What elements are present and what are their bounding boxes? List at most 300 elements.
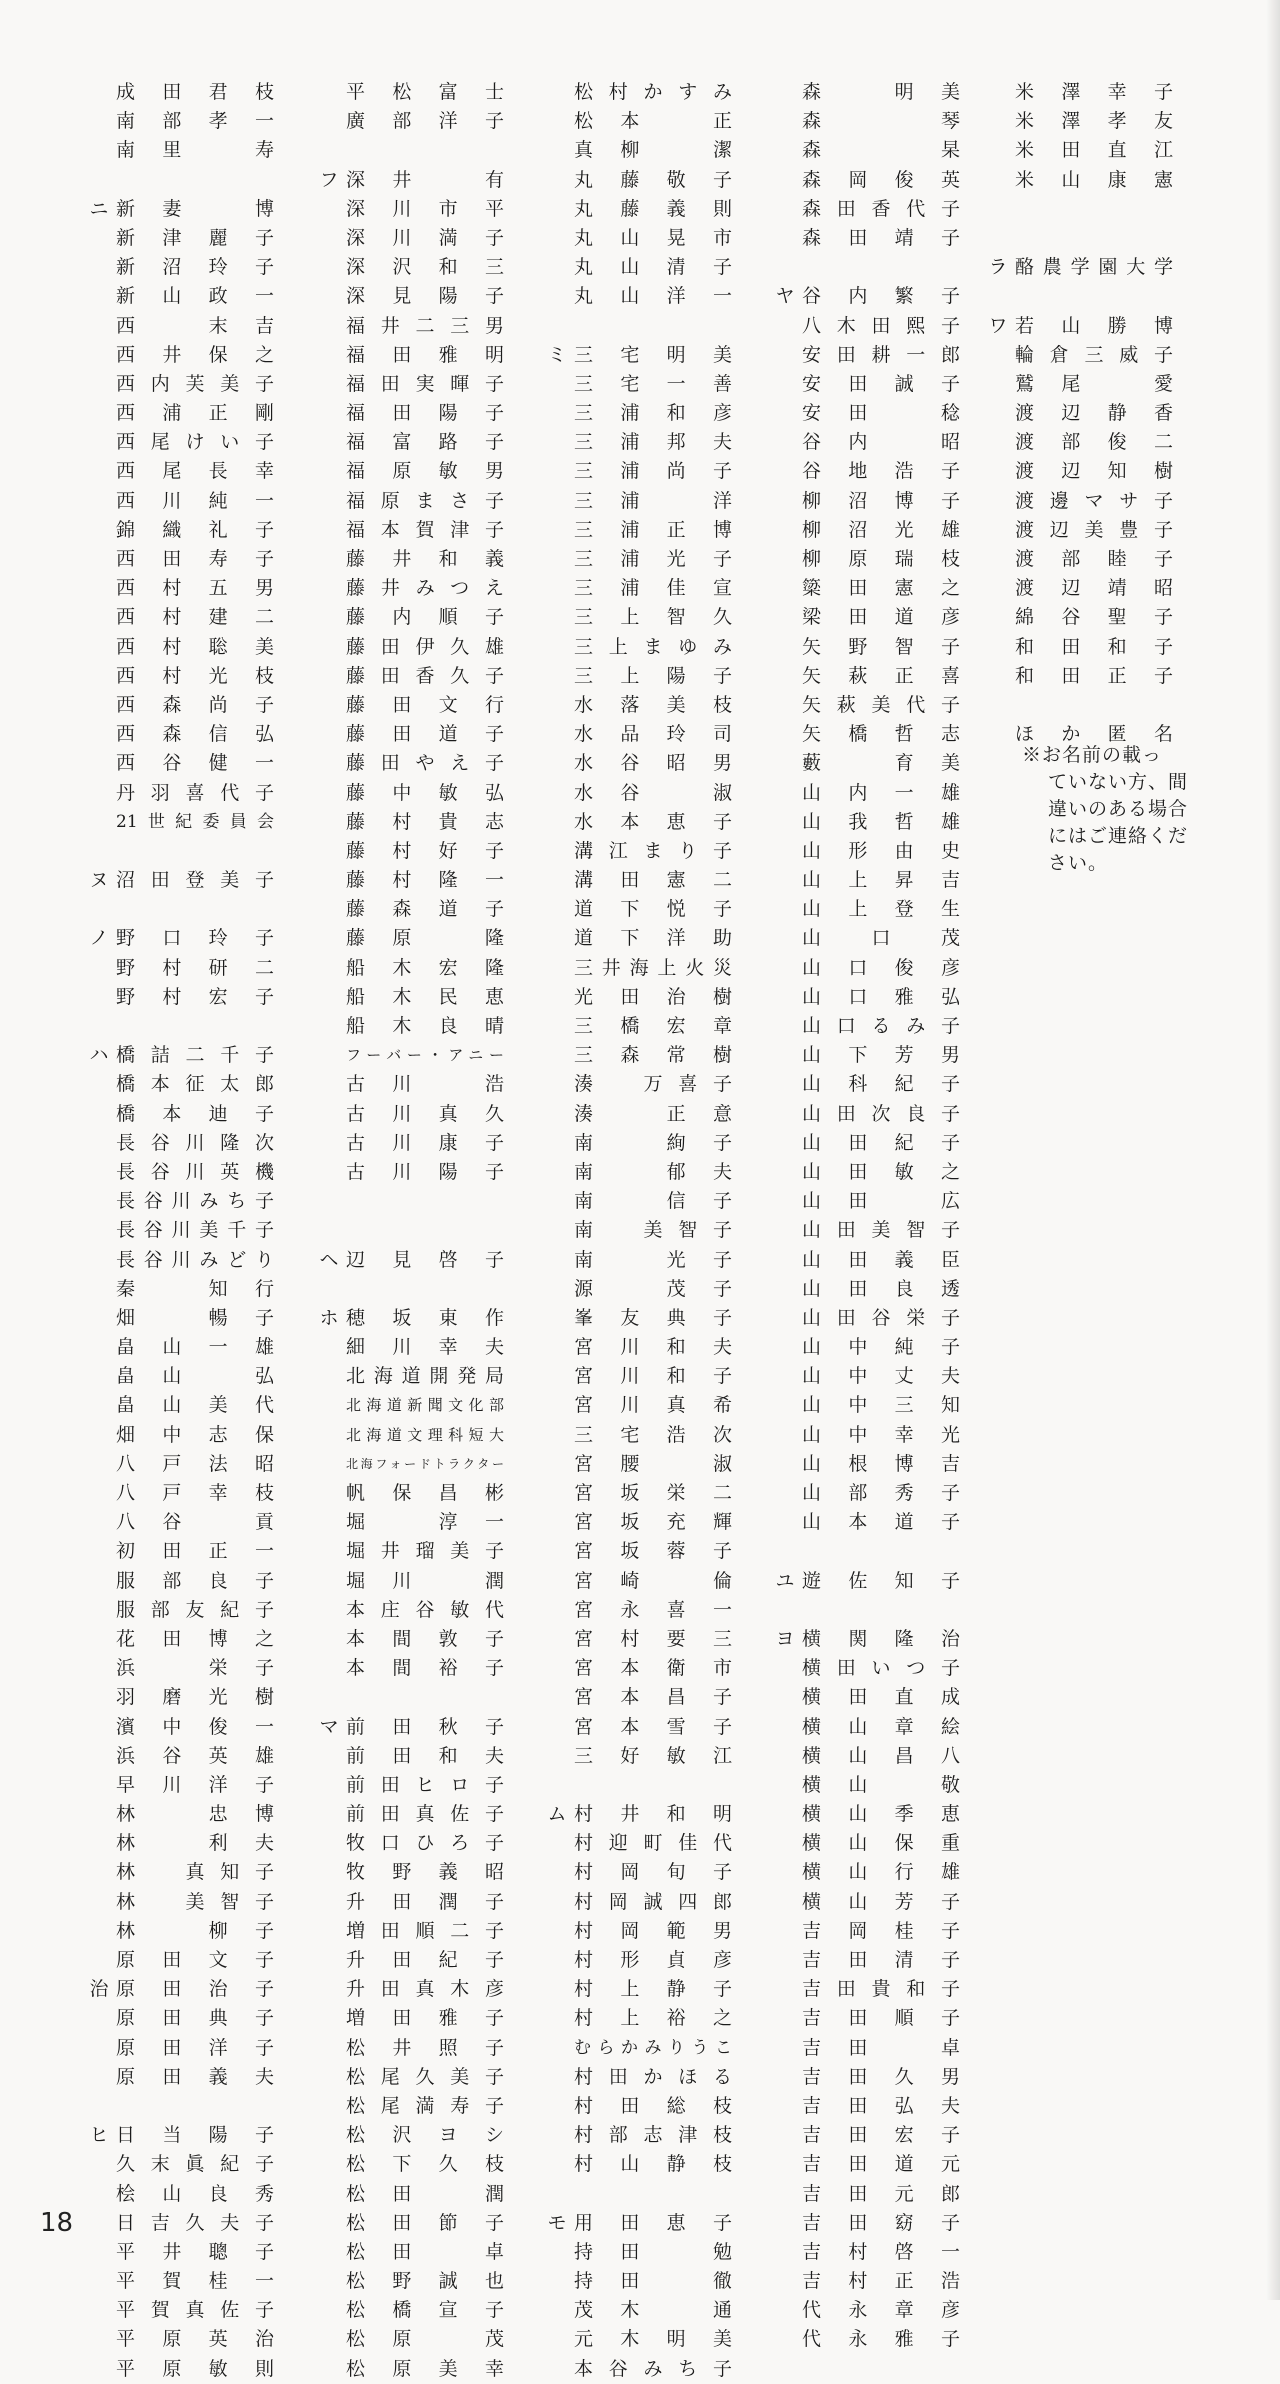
name-entry: 山中幸光 <box>802 1423 960 1446</box>
name-entry: 三森常樹 <box>574 1044 732 1067</box>
name-entry: 林 真知子 <box>116 1861 274 1884</box>
name-entry: 船木宏隆 <box>346 956 504 979</box>
name-entry: 新山政一 <box>116 285 274 308</box>
name-entry: 山中三知 <box>802 1394 960 1417</box>
name-entry: 安田 稔 <box>802 402 960 425</box>
name-entry: ほか匿名 <box>1015 723 1173 746</box>
page-number: 18 <box>40 2208 74 2238</box>
name-entry: 横山季恵 <box>802 1803 960 1826</box>
name-entry: 福原まさ子 <box>346 489 504 512</box>
name-entry: 渡邊マサ子 <box>1015 489 1173 512</box>
name-entry: 光田治樹 <box>574 985 732 1008</box>
name-entry: 茂木 通 <box>574 2299 732 2322</box>
name-entry: 平井聰子 <box>116 2240 274 2263</box>
name-entry: 深見陽子 <box>346 285 504 308</box>
name-entry: 藪 育美 <box>802 752 960 775</box>
name-entry: 矢橋哲志 <box>802 723 960 746</box>
name-entry: 南 美智子 <box>574 1219 732 1242</box>
name-entry: 畑 暢子 <box>116 1306 274 1329</box>
name-entry: 渡部睦子 <box>1015 548 1173 570</box>
name-entry: 溝江まり子 <box>574 839 732 862</box>
name-entry: 秦 知行 <box>116 1277 274 1300</box>
name-entry: 古川康子 <box>346 1131 504 1154</box>
kana-index: フ <box>319 168 339 191</box>
name-entry: 西森信弘 <box>116 723 274 746</box>
name-entry: 宮腰 淑 <box>574 1452 732 1475</box>
name-entry: 村田かほる <box>574 2065 732 2088</box>
name-entry: 山下芳男 <box>802 1044 960 1067</box>
name-entry: 三浦尚子 <box>574 460 732 483</box>
kana-index: ノ <box>89 927 109 950</box>
name-entry: 牧口ひろ子 <box>346 1832 504 1855</box>
name-entry: 柳沼光雄 <box>802 518 960 541</box>
name-entry: 辺見啓子 <box>346 1248 504 1271</box>
name-entry: 前田秋子 <box>346 1715 504 1738</box>
name-entry: 三好敏江 <box>574 1744 732 1767</box>
name-entry: 松井照子 <box>346 2036 504 2059</box>
name-entry: 本谷みち子 <box>574 2357 732 2380</box>
name-entry: 宮川真希 <box>574 1394 732 1417</box>
name-entry: 八戸法昭 <box>116 1452 274 1475</box>
name-entry: 横関隆治 <box>802 1627 960 1650</box>
name-entry: 丸山晃市 <box>574 226 732 249</box>
name-entry: 藤井和義 <box>346 548 504 570</box>
name-entry: 平賀真佐子 <box>116 2299 274 2322</box>
name-entry: 吉田 卓 <box>802 2036 960 2059</box>
name-entry: 本間裕子 <box>346 1657 504 1680</box>
name-entry: 西川純一 <box>116 489 274 512</box>
name-entry: 南里 寿 <box>116 139 274 162</box>
name-entry: 村田総枝 <box>574 2094 732 2117</box>
kana-index: ニ <box>89 197 109 220</box>
name-entry: 山中丈夫 <box>802 1365 960 1388</box>
name-entry: 吉村啓一 <box>802 2240 960 2263</box>
name-entry: 山口るみ子 <box>802 1015 960 1037</box>
name-entry: 深沢和三 <box>346 256 504 279</box>
name-entry: 松田 卓 <box>346 2240 504 2263</box>
name-entry: 三宅明美 <box>574 343 732 366</box>
name-entry: 和田正子 <box>1015 664 1173 687</box>
name-entry: 森 明美 <box>802 81 960 103</box>
name-entry: 西 末吉 <box>116 314 274 337</box>
name-entry: 穂坂東作 <box>346 1306 504 1329</box>
name-entry: 錦織礼子 <box>116 518 274 541</box>
name-entry: 松本 正 <box>574 110 732 133</box>
name-entry: 松尾満寿子 <box>346 2094 504 2117</box>
name-entry: 峯友典子 <box>574 1306 732 1329</box>
name-entry: 三上陽子 <box>574 664 732 687</box>
name-entry: 矢萩正喜 <box>802 664 960 687</box>
name-entry: 畠山美代 <box>116 1394 274 1417</box>
name-entry: 船木良晴 <box>346 1015 504 1037</box>
name-entry: 三浦和彦 <box>574 402 732 425</box>
name-entry: 森田香代子 <box>802 197 960 220</box>
name-entry: 原田治子 <box>116 1978 274 2001</box>
name-entry: 藤井みつえ <box>346 577 504 600</box>
name-entry: 森 琴 <box>802 110 960 133</box>
name-entry: 谷地浩子 <box>802 460 960 483</box>
name-entry: 溝田憲二 <box>574 869 732 892</box>
name-entry: 丸藤敬子 <box>574 168 732 191</box>
name-entry: 宮本衛市 <box>574 1657 732 1680</box>
name-entry: 林 美智子 <box>116 1890 274 1913</box>
name-entry: 南部孝一 <box>116 110 274 133</box>
name-entry: 渡辺美豊子 <box>1015 518 1173 541</box>
name-entry: 村岡誠四郎 <box>574 1890 732 1913</box>
name-entry: 服部友紀子 <box>116 1598 274 1621</box>
kana-index: ホ <box>319 1306 339 1329</box>
name-entry: 松下久枝 <box>346 2153 504 2176</box>
name-entry: 丸山洋一 <box>574 285 732 308</box>
name-entry: 畠山 弘 <box>116 1365 274 1388</box>
name-entry: 丸山清子 <box>574 256 732 279</box>
name-entry: 三井海上火災 <box>574 956 732 979</box>
name-entry: 西尾長幸 <box>116 460 274 483</box>
name-entry: 吉田窈子 <box>802 2211 960 2234</box>
name-entry: 深川市平 <box>346 197 504 220</box>
name-entry: 村迎町佳代 <box>574 1832 732 1855</box>
name-entry: 酪農学園大学 <box>1015 256 1173 279</box>
name-entry: 西谷健一 <box>116 752 274 775</box>
name-entry: 三浦佳宣 <box>574 577 732 600</box>
name-entry: 藤村貴志 <box>346 810 504 833</box>
name-entry: 松田 潤 <box>346 2182 504 2205</box>
name-entry: 松田節子 <box>346 2211 504 2234</box>
kana-index: ハ <box>89 1044 109 1067</box>
name-entry: 早川洋子 <box>116 1773 274 1796</box>
name-entry: 長谷川美千子 <box>116 1219 274 1242</box>
name-entry: 日当陽子 <box>116 2124 274 2147</box>
name-entry: 西尾けい子 <box>116 431 274 454</box>
name-entry: 三上智久 <box>574 606 732 629</box>
name-entry: 山田紀子 <box>802 1131 960 1154</box>
name-entry: 古川陽子 <box>346 1160 504 1183</box>
name-entry: 日吉久夫子 <box>116 2211 274 2234</box>
name-entry: 持田 勉 <box>574 2240 732 2263</box>
name-entry: 横山章絵 <box>802 1715 960 1738</box>
name-entry: 福田雅明 <box>346 343 504 366</box>
name-entry: 橋本迪子 <box>116 1102 274 1125</box>
name-entry: 森田靖子 <box>802 226 960 249</box>
name-entry: 松原美幸 <box>346 2357 504 2380</box>
name-entry: 吉岡桂子 <box>802 1919 960 1942</box>
name-entry: 三上まゆみ <box>574 635 732 658</box>
name-entry: 前田和夫 <box>346 1744 504 1767</box>
name-entry: 野村宏子 <box>116 985 274 1008</box>
name-entry: 若山勝博 <box>1015 314 1173 337</box>
name-entry: 三浦 洋 <box>574 489 732 512</box>
name-entry: 藤原 隆 <box>346 927 504 950</box>
name-entry: 渡部俊二 <box>1015 431 1173 454</box>
name-entry: 宮坂栄二 <box>574 1482 732 1504</box>
name-entry: 山田次良子 <box>802 1102 960 1125</box>
name-entry: 吉村正浩 <box>802 2270 960 2293</box>
name-entry: 古川真久 <box>346 1102 504 1125</box>
name-entry: 新沼玲子 <box>116 256 274 279</box>
name-entry: 代永章彦 <box>802 2299 960 2322</box>
name-entry: 林 忠博 <box>116 1803 274 1826</box>
name-entry: 松原 茂 <box>346 2328 504 2351</box>
name-entry: 吉田道元 <box>802 2153 960 2176</box>
name-entry: 深井 有 <box>346 168 504 191</box>
name-entry: 山田良透 <box>802 1277 960 1300</box>
name-entry: 山田美智子 <box>802 1219 960 1242</box>
name-entry: 福原敏男 <box>346 460 504 483</box>
name-entry: 吉田順子 <box>802 2007 960 2030</box>
name-entry: 綿谷聖子 <box>1015 606 1173 629</box>
name-entry: 湊 正意 <box>574 1102 732 1125</box>
name-entry: 米田直江 <box>1015 139 1173 162</box>
kana-index: ミ <box>547 343 567 366</box>
name-entry: 吉田久男 <box>802 2065 960 2088</box>
name-entry: 濱中俊一 <box>116 1715 274 1738</box>
name-entry: 南 信子 <box>574 1190 732 1213</box>
name-entry: 福田実暉子 <box>346 372 504 395</box>
name-entry: フーバー・アニー <box>346 1046 504 1065</box>
name-entry: 増田雅子 <box>346 2007 504 2030</box>
name-entry: 増田順二子 <box>346 1919 504 1942</box>
kana-index: マ <box>319 1715 339 1738</box>
name-entry: 簗田憲之 <box>802 577 960 600</box>
kana-index: モ <box>547 2211 567 2234</box>
name-entry: 谷内 昭 <box>802 431 960 454</box>
notice-text <box>1022 742 1202 877</box>
name-entry: 米山康憲 <box>1015 168 1173 191</box>
name-entry: 西井保之 <box>116 343 274 366</box>
name-entry: 宮本昌子 <box>574 1686 732 1709</box>
name-entry: 村上静子 <box>574 1978 732 2001</box>
name-entry: 松尾久美子 <box>346 2065 504 2088</box>
name-entry: 渡辺静香 <box>1015 402 1173 425</box>
name-entry: 帆保昌彬 <box>346 1482 504 1504</box>
name-entry: 福田陽子 <box>346 402 504 425</box>
name-entry: 吉田元郎 <box>802 2182 960 2205</box>
name-entry: 山口雅弘 <box>802 985 960 1008</box>
name-entry: 米澤幸子 <box>1015 81 1173 103</box>
name-entry: 村部志津枝 <box>574 2124 732 2147</box>
name-entry: 山部秀子 <box>802 1482 960 1504</box>
name-entry: 山口茂 <box>802 927 960 950</box>
name-entry: 沼田登美子 <box>116 869 274 892</box>
kana-index: ヌ <box>89 869 109 892</box>
name-entry: 三宅一善 <box>574 372 732 395</box>
name-entry: 真柳 潔 <box>574 139 732 162</box>
name-entry: 原田文子 <box>116 1949 274 1971</box>
name-entry: 細川幸夫 <box>346 1336 504 1359</box>
name-entry: 山口俊彦 <box>802 956 960 979</box>
name-entry: 前田真佐子 <box>346 1803 504 1826</box>
name-entry: 南 絢子 <box>574 1131 732 1154</box>
name-entry: 八谷 貢 <box>116 1511 274 1534</box>
name-entry: 林 柳子 <box>116 1919 274 1942</box>
name-entry: 本間敦子 <box>346 1627 504 1650</box>
name-entry: 松橋宣子 <box>346 2299 504 2322</box>
name-entry: 梁田道彦 <box>802 606 960 629</box>
name-entry: 米澤孝友 <box>1015 110 1173 133</box>
name-entry: 花田博之 <box>116 1627 274 1650</box>
name-entry: 浜 栄子 <box>116 1657 274 1680</box>
name-entry: 横山保重 <box>802 1832 960 1855</box>
name-entry: 藤中敏弘 <box>346 781 504 804</box>
name-entry: 升田真木彦 <box>346 1978 504 2001</box>
name-entry: 代永雅子 <box>802 2328 960 2351</box>
kana-index: ヘ <box>319 1248 339 1271</box>
name-entry: 三宅浩次 <box>574 1423 732 1446</box>
name-entry: 長谷川隆次 <box>116 1131 274 1154</box>
name-entry: 源 茂子 <box>574 1277 732 1300</box>
kana-index: 治 <box>89 1978 109 2001</box>
name-entry: 升田潤子 <box>346 1890 504 1913</box>
name-entry: 畑中志保 <box>116 1423 274 1446</box>
name-entry: 柳沼博子 <box>802 489 960 512</box>
name-entry: 橋詰二千子 <box>116 1044 274 1067</box>
name-entry: 畠山一雄 <box>116 1336 274 1359</box>
kana-index: ワ <box>988 314 1008 337</box>
name-entry: 服部良子 <box>116 1569 274 1592</box>
name-entry: 21世紀委員会 <box>116 811 274 832</box>
name-entry: 北海フォードトラクター <box>346 1456 504 1471</box>
name-entry: 古川 浩 <box>346 1073 504 1096</box>
name-entry: 三浦邦夫 <box>574 431 732 454</box>
name-entry: 山我哲雄 <box>802 810 960 833</box>
name-entry: 吉田弘夫 <box>802 2094 960 2117</box>
name-entry: 羽磨光樹 <box>116 1686 274 1709</box>
name-entry: 長谷川みどり <box>116 1248 274 1271</box>
name-entry: 水谷昭男 <box>574 752 732 775</box>
name-entry: 牧野義昭 <box>346 1861 504 1884</box>
name-entry: 丹羽喜代子 <box>116 781 274 804</box>
name-entry: 宮崎 倫 <box>574 1569 732 1592</box>
name-entry: 持田 徹 <box>574 2270 732 2293</box>
name-entry: 矢野智子 <box>802 635 960 658</box>
name-entry: 初田正一 <box>116 1540 274 1563</box>
name-entry: 丸藤義則 <box>574 197 732 220</box>
name-entry: 平松富士 <box>346 81 504 103</box>
name-entry: 桧山良秀 <box>116 2182 274 2205</box>
kana-index: ヤ <box>775 285 795 308</box>
name-entry: 山本道子 <box>802 1511 960 1534</box>
name-entry: 横山芳子 <box>802 1890 960 1913</box>
name-entry: 原田洋子 <box>116 2036 274 2059</box>
name-entry: 長谷川みち子 <box>116 1190 274 1213</box>
name-entry: 水品玲司 <box>574 723 732 746</box>
name-entry: 福本賀津子 <box>346 518 504 541</box>
name-entry: 堀井瑠美子 <box>346 1540 504 1563</box>
name-entry: 三橋宏章 <box>574 1015 732 1037</box>
name-entry: 横田直成 <box>802 1686 960 1709</box>
name-entry: 山上登生 <box>802 898 960 921</box>
name-entry: 横山昌八 <box>802 1744 960 1767</box>
name-entry: 浜谷英雄 <box>116 1744 274 1767</box>
name-entry: 平原英治 <box>116 2328 274 2351</box>
name-entry: 森岡俊英 <box>802 168 960 191</box>
name-entry: 平原敏則 <box>116 2357 274 2380</box>
name-entry: 松沢ヨシ <box>346 2124 504 2147</box>
name-entry: 三浦光子 <box>574 548 732 570</box>
name-entry: 北海道新聞文化部 <box>346 1396 504 1415</box>
name-entry: 藤田香久子 <box>346 664 504 687</box>
name-entry: 藤内順子 <box>346 606 504 629</box>
name-entry: 北海道文理科短大 <box>346 1425 504 1444</box>
name-entry: 村上裕之 <box>574 2007 732 2030</box>
name-entry: 村山静枝 <box>574 2153 732 2176</box>
name-entry: 野口玲子 <box>116 927 274 950</box>
name-entry: 福富路子 <box>346 431 504 454</box>
name-entry: 水本恵子 <box>574 810 732 833</box>
name-entry: 松野誠也 <box>346 2270 504 2293</box>
name-entry: 原田義夫 <box>116 2065 274 2088</box>
name-entry: 西村光枝 <box>116 664 274 687</box>
name-entry: 八木田熙子 <box>802 314 960 337</box>
name-entry: 宮川和子 <box>574 1365 732 1388</box>
kana-index: ヒ <box>89 2124 109 2147</box>
name-entry: 水落美枝 <box>574 693 732 716</box>
name-entry: 横山 敬 <box>802 1773 960 1796</box>
name-entry: 渡辺知樹 <box>1015 460 1173 483</box>
name-entry: 前田ヒロ子 <box>346 1773 504 1796</box>
kana-index: ヨ <box>775 1627 795 1650</box>
kana-index: ユ <box>775 1569 795 1592</box>
name-entry: 道下悦子 <box>574 898 732 921</box>
name-entry: 吉田貴和子 <box>802 1978 960 2001</box>
name-entry: 和田和子 <box>1015 635 1173 658</box>
name-entry: 山科紀子 <box>802 1073 960 1096</box>
name-entry: 森 杲 <box>802 139 960 162</box>
name-entry: 深川満子 <box>346 226 504 249</box>
name-entry: 藤田伊久雄 <box>346 635 504 658</box>
name-entry: 三浦正博 <box>574 518 732 541</box>
name-entry: 遊佐知子 <box>802 1569 960 1592</box>
name-entry: 宮坂充輝 <box>574 1511 732 1534</box>
name-entry: 本庄谷敏代 <box>346 1598 504 1621</box>
name-entry: 横田いつ子 <box>802 1657 960 1680</box>
name-entry: 廣部洋子 <box>346 110 504 133</box>
name-entry: 西村聡美 <box>116 635 274 658</box>
name-entry: 原田典子 <box>116 2007 274 2030</box>
name-entry: 藤田文行 <box>346 693 504 716</box>
name-entry: 宮坂蓉子 <box>574 1540 732 1563</box>
name-entry: 福井二三男 <box>346 314 504 337</box>
name-entry: 西村五男 <box>116 577 274 600</box>
name-entry: 湊 万喜子 <box>574 1073 732 1096</box>
name-entry: 橋本征太郎 <box>116 1073 274 1096</box>
name-entry: 安田誠子 <box>802 372 960 395</box>
name-entry: 吉田宏子 <box>802 2124 960 2147</box>
name-entry: 山田谷栄子 <box>802 1306 960 1329</box>
page-edge-shadow <box>1266 0 1280 2300</box>
name-entry: 藤村隆一 <box>346 869 504 892</box>
notice-rest: ていない方、間違いのある場合にはご連絡ください。 <box>1048 771 1189 874</box>
name-entry: 西森尚子 <box>116 693 274 716</box>
name-entry: 西村建二 <box>116 606 274 629</box>
name-entry: 渡辺靖昭 <box>1015 577 1173 600</box>
name-entry: 村岡旬子 <box>574 1861 732 1884</box>
name-entry: 藤田道子 <box>346 723 504 746</box>
name-entry: 宮川和夫 <box>574 1336 732 1359</box>
name-entry: 松村かすみ <box>574 81 732 103</box>
name-entry: 横山行雄 <box>802 1861 960 1884</box>
name-entry: 久末眞紀子 <box>116 2153 274 2176</box>
name-entry: 堀川 潤 <box>346 1569 504 1592</box>
name-entry: 新妻 博 <box>116 197 274 220</box>
kana-index: ラ <box>988 256 1008 279</box>
name-entry: 宮永喜一 <box>574 1598 732 1621</box>
name-entry: 村井和明 <box>574 1803 732 1826</box>
name-entry: 山田 広 <box>802 1190 960 1213</box>
name-entry: 山上昇吉 <box>802 869 960 892</box>
name-entry: 山田義臣 <box>802 1248 960 1271</box>
name-entry: 安田耕一郎 <box>802 343 960 366</box>
